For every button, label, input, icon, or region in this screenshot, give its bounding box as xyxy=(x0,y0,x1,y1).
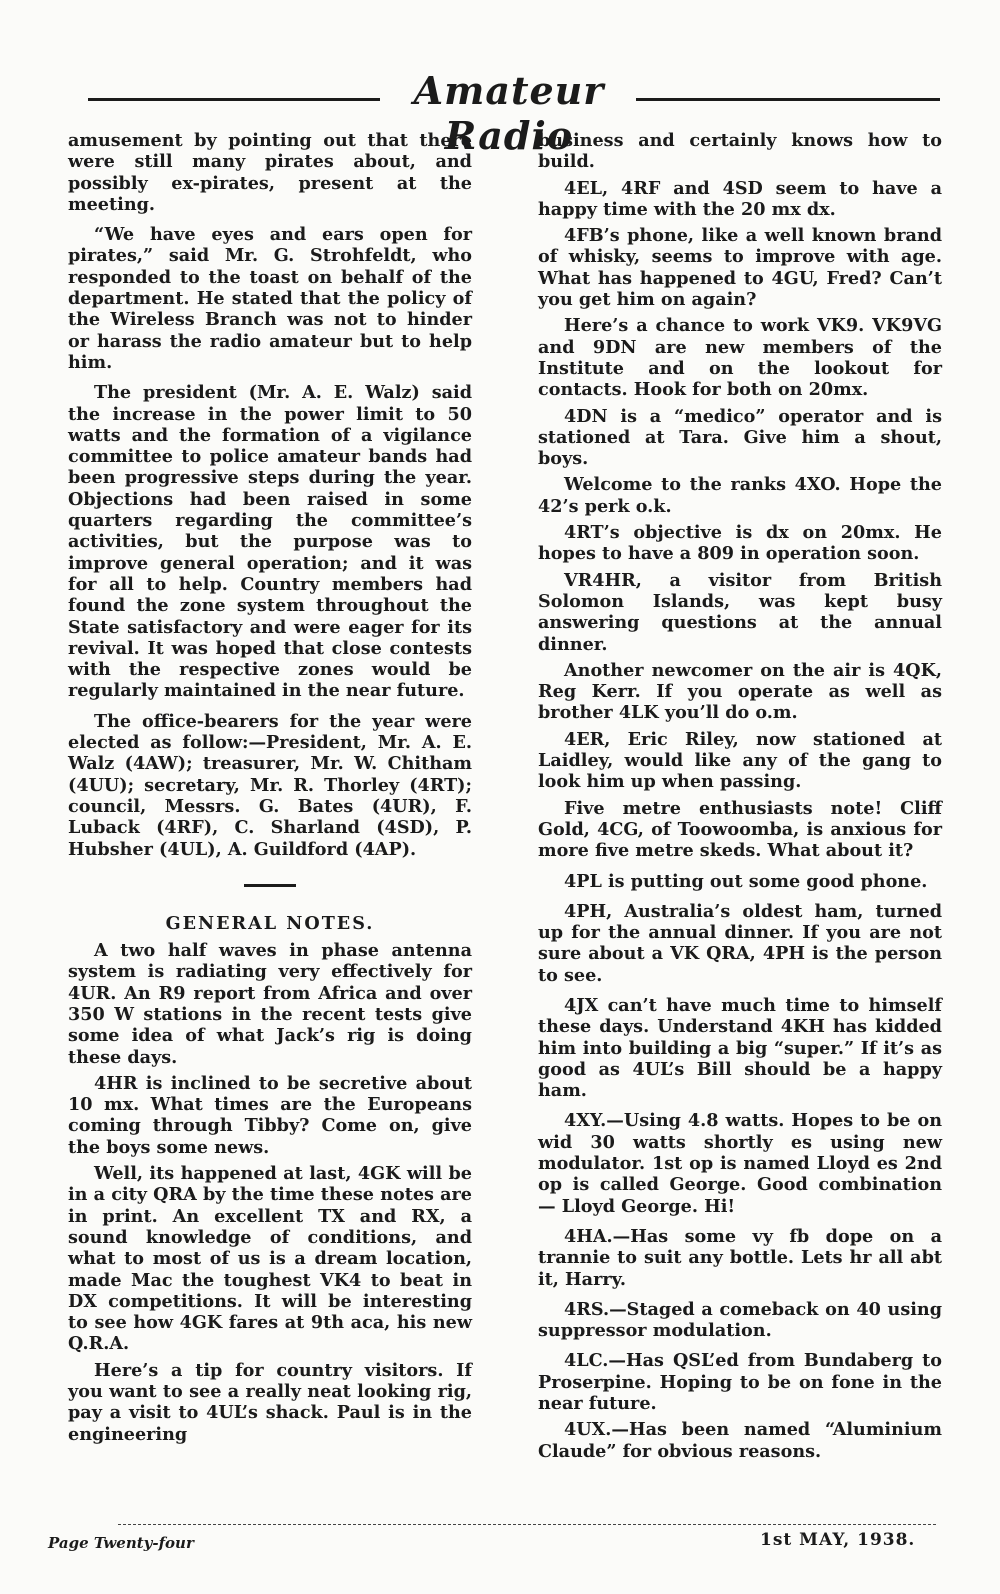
magazine-title: Amateur Radio xyxy=(413,68,605,158)
section-divider xyxy=(244,884,296,887)
paragraph: 4FB’s phone, like a well known brand of whisky, seems to improve with age. What has happened to 4GU, Fred? Can’t you get him on again? xyxy=(538,225,942,311)
paragraph: Five metre enthusiasts note! Cliff Gold, 4CG, of Toowoomba, is anxious for more five metre skeds. What about it? xyxy=(538,797,942,862)
paragraph: 4UX.—Has been named “Aluminium Claude” for obvious reasons. xyxy=(538,1419,942,1462)
paragraph: 4PL is putting out some good phone. xyxy=(564,870,928,892)
paragraph: 4RS.—Staged a comeback on 40 using suppressor modulation. xyxy=(538,1298,942,1342)
issue-date: 1st MAY, 1938. xyxy=(760,1530,916,1550)
section-heading: GENERAL NOTES. xyxy=(165,912,375,934)
paragraph: 4JX can’t have much time to himself these days. Understand 4KH has kidded him into building a big “super.” If it’s as good as 4UL’s Bill should be a happy ham. xyxy=(538,994,942,1102)
right-column xyxy=(538,130,942,1467)
paragraph: business and certainly knows how to build. xyxy=(538,130,942,173)
paragraph: 4ER, Eric Riley, now stationed at Laidley, would like any of the gang to look him up when passing. xyxy=(538,728,942,793)
paragraph: 4HR is inclined to be secretive about 10 mx. What times are the Europeans coming through Tibby? Come on, give the boys some news. xyxy=(68,1072,472,1158)
header-rule-right xyxy=(636,98,940,101)
page-number: Page Twenty-four xyxy=(48,1534,194,1552)
paragraph: 4DN is a “medico” operator and is stationed at Tara. Give him a shout, boys. xyxy=(538,405,942,470)
paragraph: The president (Mr. A. E. Walz) said the increase in the power limit to 50 watts and the formation of a vigilance committee to police amateur bands had been progressive steps during the year. Objections had been raised in some quarters regarding the committee’s activities, but the purpose was to improve general operation; and it was for all to help. Country members had found the zone system throughout the State satisfactory and were eager for its revival. It was hoped that close contests with the respective zones would be regularly maintained in the near future. xyxy=(68,382,472,702)
paragraph: 4EL, 4RF and 4SD seem to have a happy time with the 20 mx dx. xyxy=(538,177,942,220)
paragraph: VR4HR, a visitor from British Solomon Islands, was kept busy answering questions at the annual dinner. xyxy=(538,569,942,655)
paragraph: Here’s a chance to work VK9. VK9VG and 9DN are new members of the Institute and on the lookout for contacts. Hook for both on 20mx. xyxy=(538,315,942,401)
paragraph: A two half waves in phase antenna system is radiating very effectively for 4UR. An R9 report from Africa and over 350 W stations in the recent tests give some idea of what Jack’s rig is doing these days. xyxy=(68,940,472,1068)
left-column xyxy=(68,130,472,1450)
paragraph: 4XY.—Using 4.8 watts. Hopes to be on wid 30 watts shortly es using new modulator. 1st op is named Lloyd es 2nd op is called George. Good combination — Lloyd George. Hi! xyxy=(538,1110,942,1217)
paragraph: Another newcomer on the air is 4QK, Reg Kerr. If you operate as well as brother 4LK you’ll do o.m. xyxy=(538,659,942,724)
footer-rule xyxy=(118,1524,936,1526)
paragraph: Welcome to the ranks 4XO. Hope the 42’s perk o.k. xyxy=(538,474,942,517)
paragraph: “We have eyes and ears open for pirates,” said Mr. G. Strohfeldt, who responded to the toast on behalf of the department. He stated that the policy of the Wireless Branch was not to hinder or harass the radio amateur but to help him. xyxy=(68,224,472,373)
paragraph: 4RT’s objective is dx on 20mx. He hopes to have a 809 in operation soon. xyxy=(538,522,942,565)
paragraph: The office-bearers for the year were elected as follow:—President, Mr. A. E. Walz (4AW); treasurer, Mr. W. Chitham (4UU); secretary, Mr. R. Thorley (4RT); council, Messrs. G. Bates (4UR), F. Luback (4RF), C. Sharland (4SD), P. Hubsher (4UL), A. Guildford (4AP). xyxy=(68,710,472,860)
paragraph: amusement by pointing out that there were still many pirates about, and possibly ex-pirates, present at the meeting. xyxy=(68,130,472,215)
paragraph: 4HA.—Has some vy fb dope on a trannie to suit any bottle. Lets hr all abt it, Harry. xyxy=(538,1225,942,1290)
header-rule-left xyxy=(88,98,380,101)
paragraph: 4LC.—Has QSL’ed from Bundaberg to Proserpine. Hoping to be on fone in the near future. xyxy=(538,1350,942,1415)
paragraph: 4PH, Australia’s oldest ham, turned up for the annual dinner. If you are not sure about a VK QRA, 4PH is the person to see. xyxy=(538,900,942,986)
paragraph: Here’s a tip for country visitors. If you want to see a really neat looking rig, pay a visit to 4UL’s shack. Paul is in the engineering xyxy=(68,1359,472,1445)
paragraph: Well, its happened at last, 4GK will be in a city QRA by the time these notes are in print. An excellent TX and RX, a sound knowledge of conditions, and what to most of us is a dream location, made Mac the toughest VK4 to beat in DX competitions. It will be interesting to see how 4GK fares at 9th aca, his new Q.R.A. xyxy=(68,1163,472,1355)
